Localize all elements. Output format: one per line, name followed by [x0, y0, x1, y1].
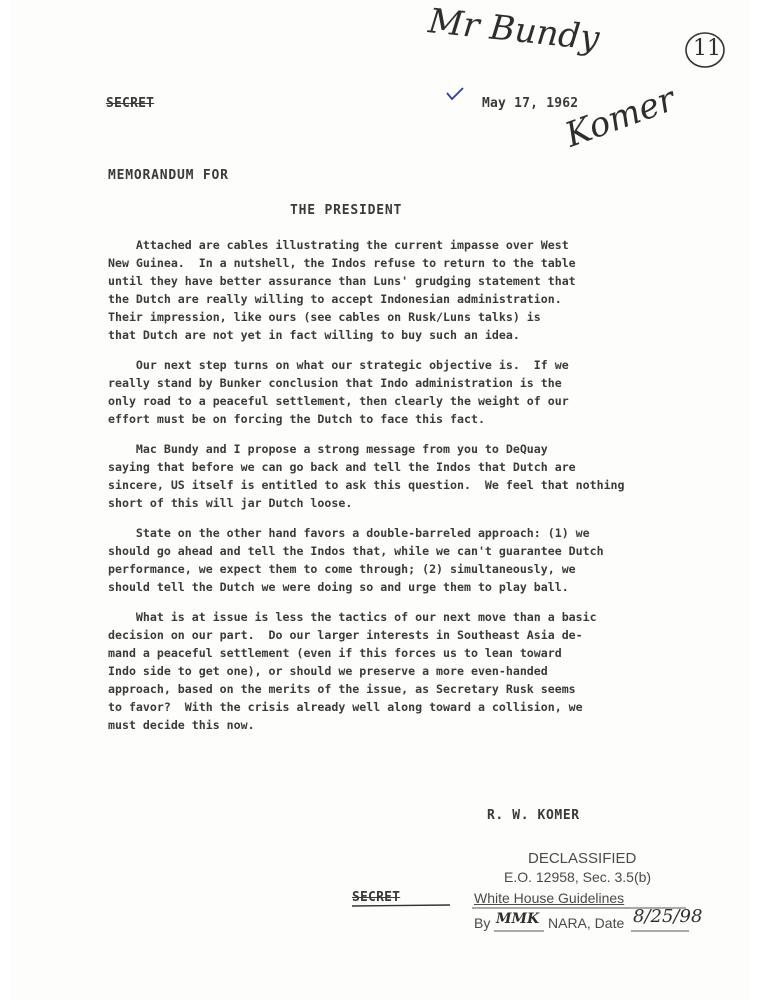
- handwritten-name: Mr Bundy: [426, 1, 602, 59]
- paragraph-line: performance, we expect them to come through; (2) simultaneously, we: [108, 562, 576, 576]
- guidelines-label: White House Guidelines: [474, 890, 625, 906]
- paragraph-line: New Guinea. In a nutshell, the Indos refuse to return to the table: [108, 256, 576, 270]
- paragraph-line: What is at issue is less the tactics of our next move than a basic: [108, 610, 597, 624]
- paragraph-line: Our next step turns on what our strategic objective is. If we: [108, 358, 569, 372]
- strike-underline: [352, 903, 452, 909]
- paragraph-line: that Dutch are not yet in fact willing to buy such an idea.: [108, 328, 520, 342]
- paragraph-line: really stand by Bunker conclusion that Indo administration is the: [108, 376, 562, 390]
- handwritten-number: 11: [693, 36, 721, 61]
- paragraph-line: saying that before we can go back and tell the Indos that Dutch are: [108, 460, 576, 474]
- initials-rule: [494, 929, 546, 933]
- nara-label: NARA, Date: [548, 915, 625, 931]
- paragraph-line: Indo side to get one), or should we preserve a more even-handed: [108, 664, 548, 678]
- paragraph-3: [108, 440, 664, 512]
- paragraph-line: State on the other hand favors a double-barreled approach: (1) we: [108, 526, 590, 540]
- paragraph-line: should tell the Dutch we were doing so and urge them to play ball.: [108, 580, 569, 594]
- by-initials: MMK: [496, 911, 540, 927]
- paragraph-1: [108, 236, 664, 344]
- eo-reference: E.O. 12958, Sec. 3.5(b): [504, 869, 652, 885]
- paragraph-line: only road to a peaceful settlement, then clearly the weight of our: [108, 394, 569, 408]
- check-mark-icon: [446, 87, 464, 101]
- paragraph-line: sincere, US itself is entitled to ask this question. We feel that nothing: [108, 478, 625, 492]
- memo-addressee: MEMORANDUM FOR: [108, 168, 229, 183]
- paragraph-line: approach, based on the merits of the issue, as Secretary Rusk seems: [108, 682, 576, 696]
- paragraph-2: [108, 356, 664, 428]
- paragraph-line: must decide this now.: [108, 718, 255, 732]
- memo-date: May 17, 1962: [482, 96, 579, 111]
- paragraph-line: short of this will jar Dutch loose.: [108, 496, 353, 510]
- page-number-circle: [683, 30, 727, 70]
- paragraph-line: to favor? With the crisis already well along toward a collision, we: [108, 700, 583, 714]
- paragraph-line: mand a peaceful settlement (even if this forces us to lean toward: [108, 646, 562, 660]
- classification-bottom: SECRET: [352, 890, 401, 905]
- handwritten-initial: Komer: [560, 79, 681, 156]
- classification-top: SECRET: [106, 96, 155, 111]
- paragraph-line: Their impression, like ours (see cables on Rusk/Luns talks) is: [108, 310, 541, 324]
- paragraph-line: until they have better assurance than Luns' grudging statement that: [108, 274, 576, 288]
- paragraph-line: Mac Bundy and I propose a strong message from you to DeQuay: [108, 442, 548, 456]
- paragraph-line: should go ahead and tell the Indos that, while we can't guarantee Dutch: [108, 544, 604, 558]
- paragraph-4: [108, 524, 664, 596]
- nara-date: 8/25/98: [633, 906, 703, 927]
- paragraph-line: decision on our part. Do our larger interests in Southeast Asia de-: [108, 628, 583, 642]
- declassified-label: DECLASSIFIED: [528, 850, 637, 867]
- date-rule: [631, 929, 691, 933]
- memo-recipient: THE PRESIDENT: [290, 203, 403, 218]
- paragraph-line: Attached are cables illustrating the current impasse over West: [108, 238, 569, 252]
- paragraph-5: [108, 608, 664, 734]
- signature-name: R. W. KOMER: [487, 808, 580, 823]
- by-label: By: [474, 915, 491, 931]
- paragraph-line: effort must be on forcing the Dutch to face this fact.: [108, 412, 485, 426]
- paragraph-line: the Dutch are really willing to accept Indonesian administration.: [108, 292, 562, 306]
